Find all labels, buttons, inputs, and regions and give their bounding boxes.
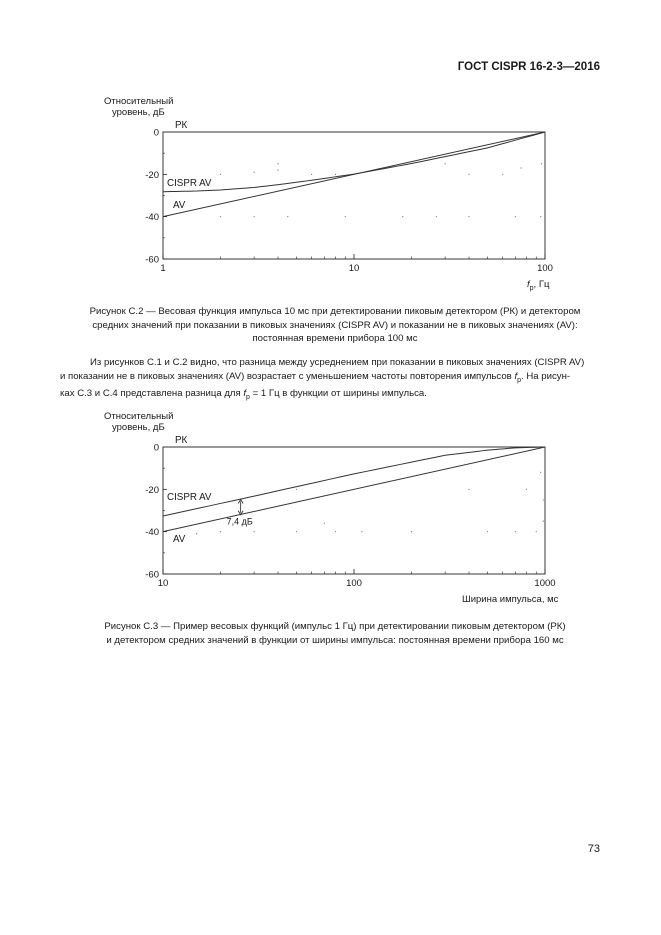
series-cispr-av-line bbox=[163, 447, 545, 516]
paragraph-line bbox=[60, 387, 600, 404]
scan-dot bbox=[515, 531, 516, 532]
x-tick-label: 1000 bbox=[534, 578, 556, 589]
y-axis-label: уровень, дБ bbox=[112, 422, 165, 433]
x-tick-label: 10 bbox=[348, 263, 360, 274]
caption-line: Рисунок С.2 — Весовая функция импульса 10 мс при детектировании пиковым детектором (РК) и детектором bbox=[89, 306, 581, 317]
scan-dot bbox=[543, 520, 544, 521]
series-label: CISPR AV bbox=[167, 178, 212, 189]
series-label: РК bbox=[175, 435, 188, 446]
series-av-line bbox=[163, 447, 545, 532]
series-label: CISPR AV bbox=[167, 492, 212, 503]
caption-line: Рисунок С.3 — Пример весовых функций (импульс 1 Гц) при детектировании пиковым детектором (РК) bbox=[104, 621, 566, 632]
x-tick-label: 100 bbox=[537, 263, 553, 274]
y-tick-label: -20 bbox=[145, 169, 159, 181]
difference-annotation: 7,4 дБ bbox=[226, 516, 253, 527]
scan-dot bbox=[543, 499, 544, 500]
text-fragment: ках С.3 и С.4 представлена разница для bbox=[60, 387, 244, 399]
y-axis-label: Относительный bbox=[104, 411, 174, 422]
scan-dot bbox=[411, 531, 412, 532]
figure-c2-caption bbox=[60, 305, 610, 346]
y-tick-label: -60 bbox=[145, 254, 159, 266]
y-tick-label: -40 bbox=[145, 527, 159, 539]
scan-dot bbox=[196, 533, 197, 534]
variable-subscript: p bbox=[517, 376, 522, 384]
scan-dot bbox=[361, 531, 362, 532]
y-tick-label: 0 bbox=[153, 127, 159, 139]
scan-dot bbox=[536, 531, 537, 532]
y-tick-label: -60 bbox=[145, 569, 159, 581]
caption-line: постоянная времени прибора 100 мс bbox=[252, 333, 418, 344]
y-axis-label: уровень, дБ bbox=[112, 107, 165, 118]
scan-dot bbox=[487, 531, 488, 532]
scan-dot bbox=[526, 489, 527, 490]
text-fragment: . На рисун- bbox=[521, 370, 571, 382]
y-tick-label: -40 bbox=[145, 212, 159, 224]
paragraph-line: Из рисунков С.1 и С.2 видно, что разница между усреднением при показании в пиковых значениях (CISPR AV) bbox=[90, 357, 585, 368]
variable: f bbox=[514, 370, 518, 382]
plot-frame bbox=[163, 447, 545, 574]
y-tick-label: 0 bbox=[153, 442, 159, 454]
scan-dot bbox=[296, 489, 297, 490]
y-axis-label: Относительный bbox=[104, 96, 174, 107]
x-tick-label: 10 bbox=[157, 578, 169, 589]
text-fragment: = 1 Гц в функции от ширины импульса. bbox=[249, 387, 427, 399]
standard-header: ГОСТ CISPR 16-2-3—2016 bbox=[457, 61, 600, 73]
scan-dot bbox=[324, 523, 325, 524]
variable-subscript: p bbox=[246, 393, 250, 401]
series-label: РК bbox=[175, 120, 188, 131]
scan-dot bbox=[220, 531, 221, 532]
x-axis-label: $f_p$, Гц bbox=[527, 279, 550, 292]
series-label: AV bbox=[173, 534, 186, 545]
page-number: 73 bbox=[587, 843, 600, 855]
scan-dot bbox=[335, 531, 336, 532]
variable: f bbox=[243, 387, 247, 399]
caption-line: средних значений при показании в пиковых значениях (CISPR AV) и показании не в пиковых значениях (AV): bbox=[92, 319, 578, 331]
scan-dot bbox=[468, 489, 469, 490]
y-tick-label: -20 bbox=[145, 484, 159, 496]
x-tick-label: 1 bbox=[160, 263, 166, 274]
scan-dot bbox=[540, 472, 541, 473]
series-label: AV bbox=[173, 200, 186, 211]
x-tick-label: 100 bbox=[346, 578, 362, 589]
caption-line: и детектором средних значений в функции от ширины импульса: постоянная времени прибора 160 мс bbox=[106, 634, 564, 646]
x-axis-label: Ширина импульса, мс bbox=[462, 594, 559, 605]
text-fragment: и показании не в пиковых значениях (AV) возрастает с уменьшением частоты повторения импульсов bbox=[60, 370, 515, 382]
figure-c3-caption bbox=[60, 620, 610, 647]
scan-dot bbox=[296, 531, 297, 532]
paragraph-line bbox=[60, 370, 600, 387]
scan-dot bbox=[254, 531, 255, 532]
body-paragraph bbox=[60, 356, 600, 404]
